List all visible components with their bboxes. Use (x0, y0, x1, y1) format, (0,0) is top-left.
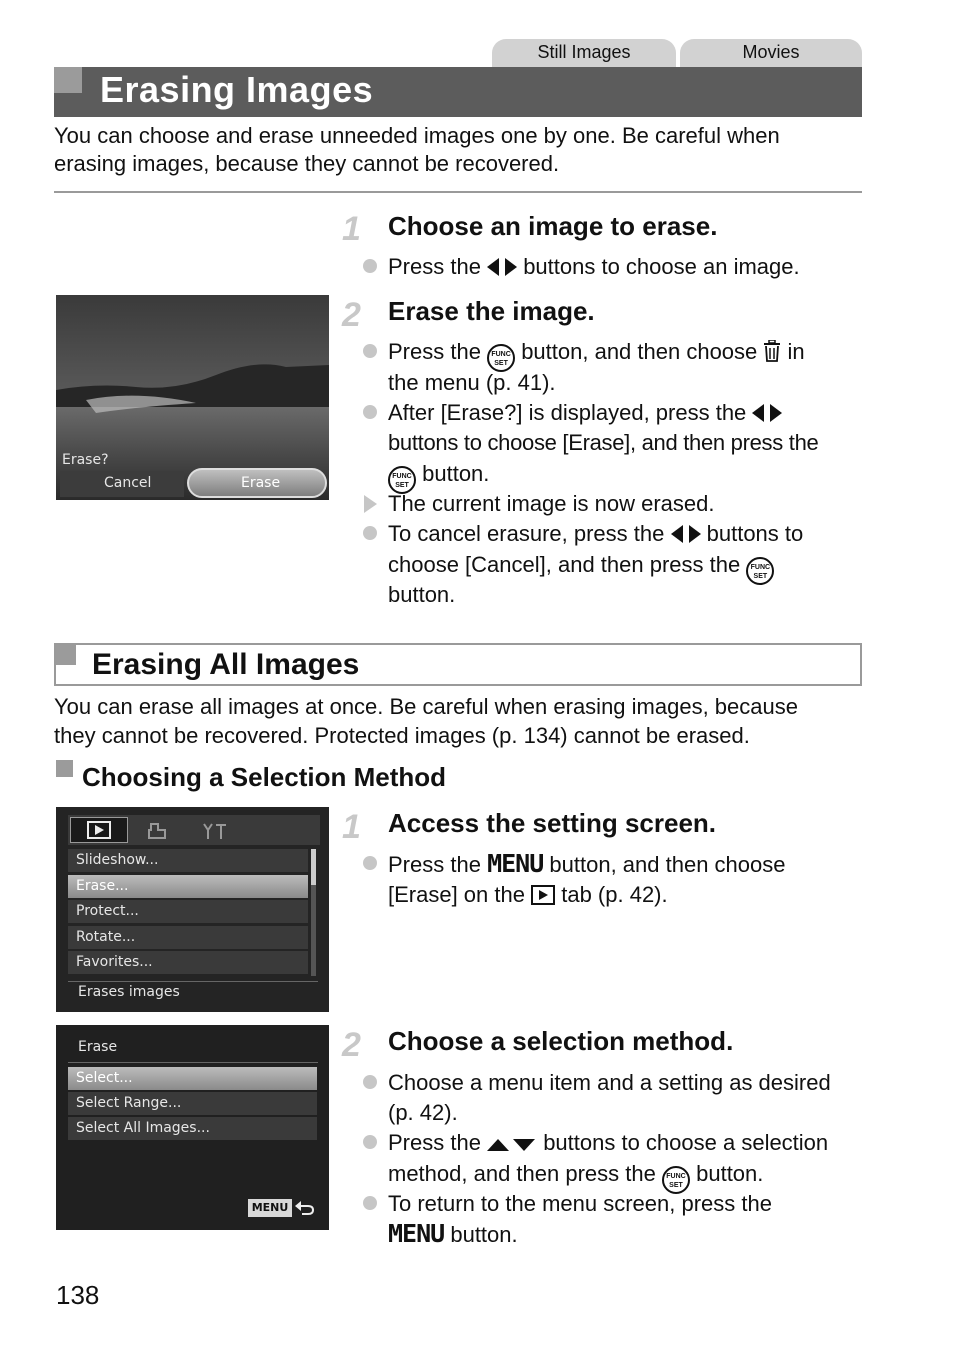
tab-still-images[interactable]: Still Images (492, 39, 676, 67)
section-square-icon (56, 645, 76, 665)
erase-prompt: Erase? (62, 452, 109, 468)
step-text: FUNC SET button. (388, 459, 489, 494)
bullet-icon (363, 405, 377, 419)
section-title: Erasing All Images (92, 648, 360, 681)
step-text: To cancel erasure, press the buttons to (388, 521, 804, 546)
bullet-icon (363, 259, 377, 273)
menu-button-icon: MENU (388, 1219, 445, 1248)
bullet-icon (363, 1075, 377, 1089)
divider (54, 191, 862, 193)
bullet-icon (363, 1135, 377, 1149)
step-text: Press the FUNC SET button, and then choose in (388, 337, 805, 372)
step-text: method, and then press the FUNC SET button. (388, 1159, 763, 1194)
return-arrow-icon (294, 1199, 316, 1217)
menu-item-erase[interactable]: Erase... (68, 875, 308, 898)
step-text: [Erase] on the tab (p. 42). (388, 882, 668, 907)
erase-label: Erase (241, 475, 281, 491)
step-text: (p. 42). (388, 1100, 458, 1125)
step-text: Press the buttons to choose a selection (388, 1130, 829, 1155)
screen-header: Erase (78, 1039, 118, 1055)
bullet-icon (363, 526, 377, 540)
cancel-label: Cancel (104, 475, 152, 491)
option-select-all[interactable]: Select All Images... (68, 1117, 317, 1140)
erase-option[interactable] (187, 468, 327, 498)
step-text: MENU button. (388, 1219, 518, 1248)
step-title: Choose a selection method. (388, 1026, 734, 1056)
divider (68, 1062, 318, 1063)
left-right-icon (487, 257, 517, 277)
step-number: 2 (342, 296, 361, 334)
divider (68, 981, 318, 982)
section-intro-1: You can erase all images at once. Be careful when erasing images, because (54, 694, 798, 719)
section-intro-2: they cannot be recovered. Protected images (p. 134) cannot be erased. (54, 723, 750, 748)
bullet-icon (363, 344, 377, 358)
menu-button-icon: MENU (487, 849, 544, 878)
step-text: button. (388, 582, 456, 607)
step-text: Press the buttons to choose an image. (388, 254, 800, 279)
step-text: The current image is now erased. (388, 491, 715, 516)
func-set-icon: FUNC SET (746, 557, 774, 585)
intro-line-2: erasing images, because they cannot be recovered. (54, 151, 560, 176)
up-down-icon (487, 1137, 537, 1153)
intro-line-1: You can choose and erase unneeded images one by one. Be careful when (54, 123, 780, 148)
step-title: Erase the image. (388, 296, 595, 326)
bullet-icon (363, 856, 377, 870)
menu-item-rotate[interactable]: Rotate... (68, 926, 308, 949)
func-set-icon: FUNC SET (388, 466, 416, 494)
option-select[interactable]: Select... (68, 1067, 317, 1090)
section-header (54, 643, 862, 686)
func-set-icon: FUNC SET (487, 344, 515, 372)
erase-confirm-screen (56, 295, 329, 500)
result-arrow-icon (364, 495, 377, 513)
menu-item-favorites[interactable]: Favorites... (68, 951, 308, 974)
subsection-square-icon (56, 760, 73, 777)
menu-hint: Erases images (78, 984, 180, 1000)
left-right-icon (671, 524, 701, 544)
step-text: Choose a menu item and a setting as desired (388, 1070, 831, 1095)
option-select-range[interactable]: Select Range... (68, 1092, 317, 1115)
scrollbar-thumb[interactable] (311, 849, 316, 885)
step-text: choose [Cancel], and then press the FUNC SET (388, 550, 774, 585)
menu-badge[interactable]: MENU (248, 1199, 292, 1217)
settings-icon[interactable] (202, 822, 228, 840)
func-set-icon: FUNC SET (662, 1166, 690, 1194)
page-number: 138 (56, 1280, 100, 1310)
left-right-icon (752, 403, 782, 423)
tab-movies[interactable]: Movies (680, 39, 862, 67)
play-tab[interactable] (70, 817, 128, 843)
subsection-title: Choosing a Selection Method (82, 762, 447, 792)
page-title: Erasing Images (100, 69, 374, 110)
trash-icon (763, 340, 781, 362)
playback-menu-screen (56, 807, 329, 1012)
title-square-icon (54, 67, 82, 93)
step-text: Press the MENU button, and then choose (388, 849, 786, 878)
title-bar (54, 67, 862, 117)
play-tab-icon (531, 885, 555, 905)
step-text: To return to the menu screen, press the (388, 1191, 772, 1216)
menu-item-protect[interactable]: Protect... (68, 900, 308, 923)
print-icon[interactable] (146, 822, 168, 840)
step-title: Access the setting screen. (388, 808, 717, 838)
step-title: Choose an image to erase. (388, 211, 718, 241)
step-number: 1 (342, 210, 361, 248)
play-icon (87, 821, 111, 839)
step-text: buttons to choose [Erase], and then press the (388, 430, 819, 455)
step-text: After [Erase?] is displayed, press the (388, 398, 782, 428)
step-number: 1 (342, 808, 361, 846)
bullet-icon (363, 1196, 377, 1210)
step-text: the menu (p. 41). (388, 370, 556, 395)
cancel-option[interactable] (60, 471, 184, 497)
step-number: 2 (342, 1026, 361, 1064)
erase-method-screen (56, 1025, 329, 1230)
menu-item-slideshow[interactable]: Slideshow... (68, 849, 308, 872)
